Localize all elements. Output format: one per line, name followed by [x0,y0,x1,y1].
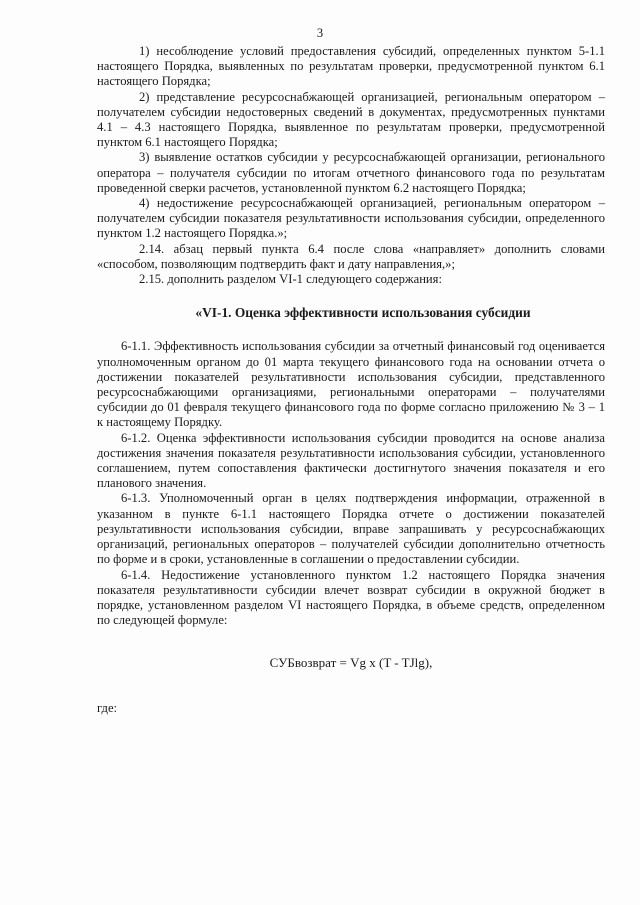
section-paragraph: 6-1.4. Недостижение установленного пунктом 1.2 настоящего Порядка значения показателя результативности субсидии влечет возврат субсидии в окружной бюджет в порядке, установленном разделом VI настоящего Порядка, в объеме средств, определенном по следующей формуле: [97,567,605,628]
section-paragraph: 6-1.3. Уполномоченный орган в целях подтверждения информации, отраженной в указанном в пункте 6-1.1 настоящего Порядка отчете о достижении показателей результативности использования субсидии, вправе запрашивать у ресурсоснабжающих организаций, региональных операторов – получателей субсидии дополнительно отчетность по форме и в сроки, установленные в соглашении о предоставлении субсидии. [97,491,605,567]
document-body [97,44,605,716]
section-body [97,339,605,628]
conditions-list [97,44,605,287]
section-heading: «VI-1. Оценка эффективности использования субсидии [195,305,531,321]
section-paragraph: 6-1.2. Оценка эффективности использования субсидии проводится на основе анализа достижения значения показателя результативности использования субсидии, установленного соглашением, путем сопоставления фактически достигнутого значения показателя и его планового значения. [97,430,605,491]
amendment-paragraph: 2.15. дополнить разделом VI-1 следующего содержания: [139,272,442,287]
list-item: 3) выявление остатков субсидии у ресурсоснабжающей организации, регионального оператора – получателя субсидии по итогам отчетного финансового года по результатам проведенной сверки расчетов, установленной пунктом 6.2 настоящего Порядка; [97,150,605,195]
refund-formula: СУБвозврат = Vg x (T - TJlg), [269,655,433,671]
list-item: 4) недостижение ресурсоснабжающей организацией, региональным оператором – получателем субсидии показателя результативности использования субсидии, определенного пунктом 1.2 настоящего Порядка.»; [97,196,605,241]
formula-where-label: где: [97,700,118,715]
list-item: 1) несоблюдение условий предоставления субсидий, определенных пунктом 5-1.1 настоящего Порядка, выявленных по результатам проверки, предусмотренной пунктом 6.1 настоящего Порядка; [97,44,605,89]
section-paragraph: 6-1.1. Эффективность использования субсидии за отчетный финансовый год оценивается уполномоченным органом до 01 марта текущего финансового года на основании отчета о достижении показателей результативности использования субсидии, представленного ресурсоснабжающими организациями, региональными операторами – получателями субсидии до 01 февраля текущего финансового года по форме согласно приложению № 3 – 1 к настоящему Порядку. [97,339,605,430]
list-item: 2) представление ресурсоснабжающей организацией, региональным оператором – получателем субсидии недостоверных сведений в документах, предусмотренных пунктами 4.1 – 4.3 настоящего Порядка, выявленное по результатам проверки, предусмотренной пунктом 6.1 настоящего Порядка; [97,89,605,150]
page-number: 3 [316,26,324,40]
amendment-paragraph: 2.14. абзац первый пункта 6.4 после слова «направляет» дополнить словами «способом, позволяющим подтвердить факт и дату направления,»; [97,241,605,271]
